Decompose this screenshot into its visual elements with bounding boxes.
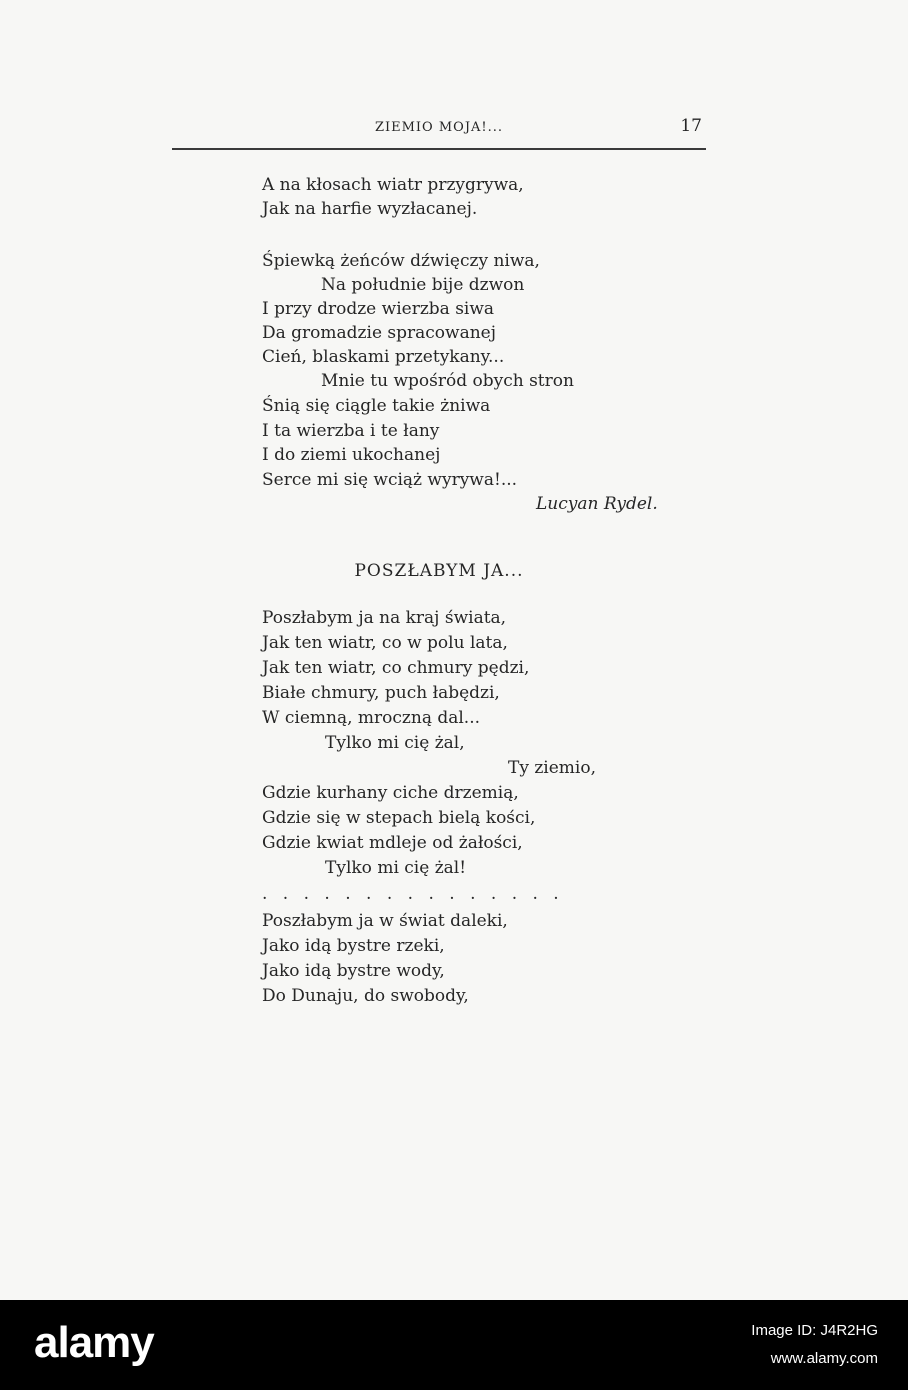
poem-line: Gdzie się w stepach bielą kości,: [262, 808, 536, 828]
poem-line: Śpiewką żeńców dźwięczy niwa,: [262, 251, 540, 271]
page-number: 17: [680, 116, 702, 136]
poem-line: I przy drodze wierzba siwa: [262, 299, 495, 319]
poem-line: Do Dunaju, do swobody,: [262, 986, 469, 1006]
poem-title: POSZŁABYM JA...: [354, 561, 524, 581]
poem-line: Jak ten wiatr, co w polu lata,: [262, 633, 508, 653]
poem-line: I do ziemi ukochanej: [262, 445, 441, 465]
poem-line: Serce mi się wciąż wyrywa!...: [262, 470, 518, 490]
poem-line: Cień, blaskami przetykany...: [262, 347, 505, 367]
image-id: Image ID: J4R2HG: [751, 1322, 878, 1339]
author-signature: Lucyan Rydel.: [536, 494, 658, 514]
poem-line: A na kłosach wiatr przygrywa,: [262, 175, 524, 195]
poem-line: Poszłabym ja w świat daleki,: [262, 911, 508, 931]
poem-line: Poszłabym ja na kraj świata,: [262, 608, 507, 628]
poem-line: Jako idą bystre wody,: [262, 961, 445, 981]
poem-line: Jako idą bystre rzeki,: [262, 936, 445, 956]
stanza-separator: . . . . . . . . . . . . . . .: [262, 884, 564, 904]
poem-line: Da gromadzie spracowanej: [262, 323, 496, 343]
poem-line: I ta wierzba i te łany: [262, 421, 440, 441]
running-title: ZIEMIO MOJA!...: [374, 120, 504, 135]
poem-line: Tylko mi cię żal,: [325, 733, 465, 753]
site-url: www.alamy.com: [770, 1350, 878, 1367]
watermark-bar: [0, 1300, 908, 1390]
poem-line: Białe chmury, puch łabędzi,: [262, 683, 500, 703]
poem-line: Jak ten wiatr, co chmury pędzi,: [262, 658, 530, 678]
poem-line: Na południe bije dzwon: [321, 275, 525, 295]
poem-line: Gdzie kwiat mdleje od żałości,: [262, 833, 523, 853]
poem-line: W ciemną, mroczną dal...: [262, 708, 481, 728]
poem-line: Gdzie kurhany ciche drzemią,: [262, 783, 519, 803]
page-header: [172, 112, 706, 150]
brand-logo: alamy: [34, 1318, 154, 1367]
poem-line: Ty ziemio,: [508, 758, 596, 778]
poem-line: Jak na harfie wyzłacanej.: [262, 199, 478, 219]
poem-line: Mnie tu wpośród obych stron: [321, 371, 574, 391]
poem-line: Śnią się ciągle takie żniwa: [262, 396, 491, 416]
poem-line: Tylko mi cię żal!: [325, 858, 467, 878]
